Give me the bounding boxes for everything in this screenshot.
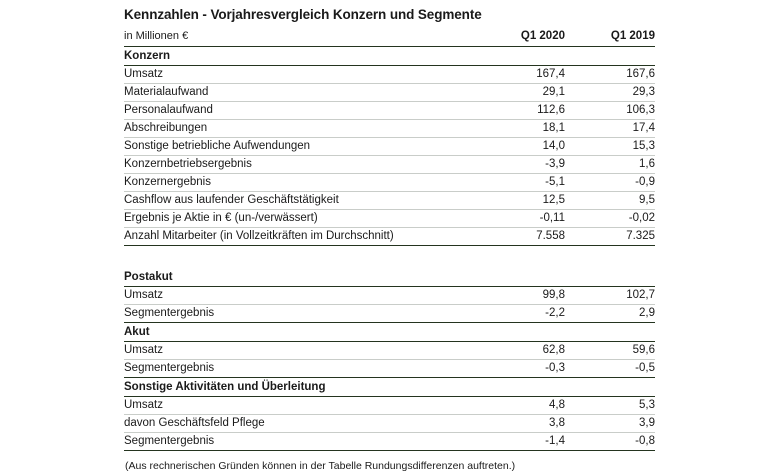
column-header-q1-2020: Q1 2020: [475, 28, 565, 47]
row-value-q1-2019: 5,3: [565, 397, 655, 415]
row-value-q1-2019: 167,6: [565, 66, 655, 84]
row-value-q1-2019: -0,8: [565, 433, 655, 451]
section-heading-spacer-q1-2020: [475, 378, 565, 397]
row-value-q1-2020: 29,1: [475, 84, 565, 102]
row-value-q1-2020: 112,6: [475, 102, 565, 120]
row-value-q1-2020: -2,2: [475, 305, 565, 323]
row-label: Anzahl Mitarbeiter (in Vollzeitkräften im Durchschnitt): [124, 228, 475, 246]
section-header-row: [124, 323, 655, 342]
row-value-q1-2020: 4,8: [475, 397, 565, 415]
row-label: Ergebnis je Aktie in € (un-/verwässert): [124, 210, 475, 228]
row-value-q1-2020: -0,3: [475, 360, 565, 378]
table-header-row: [124, 28, 655, 47]
table-row: [124, 415, 655, 433]
row-value-q1-2019: 106,3: [565, 102, 655, 120]
row-label: Konzernergebnis: [124, 174, 475, 192]
table-row: [124, 66, 655, 84]
row-label: Segmentergebnis: [124, 360, 475, 378]
table-row: [124, 210, 655, 228]
row-value-q1-2020: 14,0: [475, 138, 565, 156]
row-value-q1-2019: 59,6: [565, 342, 655, 360]
table-row: [124, 433, 655, 451]
table-row: [124, 287, 655, 305]
table-row: [124, 120, 655, 138]
row-label: Segmentergebnis: [124, 433, 475, 451]
section-heading-spacer-q1-2019: [565, 47, 655, 66]
table-row: [124, 156, 655, 174]
row-value-q1-2019: 1,6: [565, 156, 655, 174]
row-value-q1-2019: 15,3: [565, 138, 655, 156]
row-value-q1-2019: 2,9: [565, 305, 655, 323]
unit-label: in Millionen €: [124, 28, 475, 47]
section-heading-spacer-q1-2019: [565, 323, 655, 342]
table-row: [124, 192, 655, 210]
section-heading-spacer-q1-2020: [475, 268, 565, 287]
row-label: Umsatz: [124, 287, 475, 305]
section-heading-spacer-q1-2019: [565, 268, 655, 287]
section-header-row: [124, 378, 655, 397]
row-label: Umsatz: [124, 66, 475, 84]
table-row: [124, 228, 655, 246]
kpi-table-body: [124, 28, 655, 451]
kpi-sheet: [124, 0, 655, 472]
row-value-q1-2019: -0,9: [565, 174, 655, 192]
row-value-q1-2020: 3,8: [475, 415, 565, 433]
row-value-q1-2019: 17,4: [565, 120, 655, 138]
spacer-cell: [475, 246, 565, 269]
row-value-q1-2019: 7.325: [565, 228, 655, 246]
kpi-table: [124, 28, 655, 451]
row-value-q1-2020: 12,5: [475, 192, 565, 210]
row-value-q1-2020: -0,11: [475, 210, 565, 228]
page-title: Kennzahlen - Vorjahresvergleich Konzern und Segmente: [124, 7, 482, 22]
row-value-q1-2020: -3,9: [475, 156, 565, 174]
row-value-q1-2019: 9,5: [565, 192, 655, 210]
row-value-q1-2019: 102,7: [565, 287, 655, 305]
section-heading: Konzern: [124, 47, 475, 66]
row-label: Sonstige betriebliche Aufwendungen: [124, 138, 475, 156]
row-label: Konzernbetriebsergebnis: [124, 156, 475, 174]
table-row: [124, 342, 655, 360]
table-row: [124, 102, 655, 120]
row-label: Abschreibungen: [124, 120, 475, 138]
section-heading: Sonstige Aktivitäten und Überleitung: [124, 378, 475, 397]
row-label: Cashflow aus laufender Geschäftstätigkeit: [124, 192, 475, 210]
row-value-q1-2020: 99,8: [475, 287, 565, 305]
row-value-q1-2020: 7.558: [475, 228, 565, 246]
footnote: (Aus rechnerischen Gründen können in der Tabelle Rundungsdifferenzen auftreten.): [125, 460, 516, 472]
section-heading-spacer-q1-2019: [565, 378, 655, 397]
row-value-q1-2020: -1,4: [475, 433, 565, 451]
table-row: [124, 397, 655, 415]
row-value-q1-2020: -5,1: [475, 174, 565, 192]
section-header-row: [124, 268, 655, 287]
row-value-q1-2019: -0,5: [565, 360, 655, 378]
row-value-q1-2020: 62,8: [475, 342, 565, 360]
spacer-cell: [565, 246, 655, 269]
spacer-cell: [124, 246, 475, 269]
section-heading: Postakut: [124, 268, 475, 287]
table-row: [124, 138, 655, 156]
section-heading-spacer-q1-2020: [475, 323, 565, 342]
row-value-q1-2019: -0,02: [565, 210, 655, 228]
row-value-q1-2020: 167,4: [475, 66, 565, 84]
row-label: Umsatz: [124, 342, 475, 360]
table-row: [124, 84, 655, 102]
row-label: davon Geschäftsfeld Pflege: [124, 415, 475, 433]
row-value-q1-2019: 3,9: [565, 415, 655, 433]
table-row: [124, 360, 655, 378]
section-spacer: [124, 246, 655, 269]
row-label: Umsatz: [124, 397, 475, 415]
column-header-q1-2019: Q1 2019: [565, 28, 655, 47]
section-heading: Akut: [124, 323, 475, 342]
row-value-q1-2019: 29,3: [565, 84, 655, 102]
row-label: Materialaufwand: [124, 84, 475, 102]
section-heading-spacer-q1-2020: [475, 47, 565, 66]
row-label: Segmentergebnis: [124, 305, 475, 323]
row-value-q1-2020: 18,1: [475, 120, 565, 138]
table-row: [124, 305, 655, 323]
table-row: [124, 174, 655, 192]
row-label: Personalaufwand: [124, 102, 475, 120]
section-header-row: [124, 47, 655, 66]
